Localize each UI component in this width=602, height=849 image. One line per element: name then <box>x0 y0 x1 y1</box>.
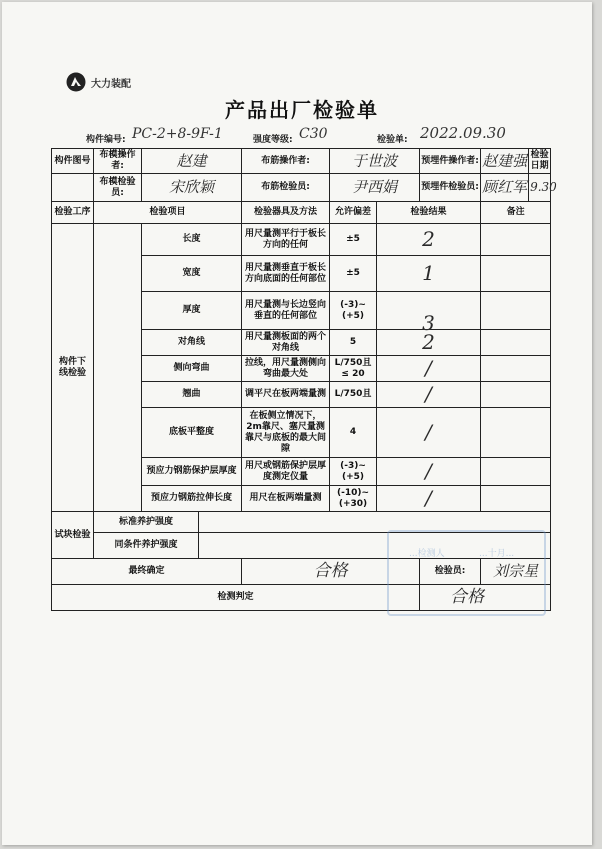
item-remark <box>481 256 551 292</box>
item-name: 对角线 <box>142 330 242 356</box>
stamp-text-left: ...检测人 <box>409 549 445 559</box>
item-method: 用尺量测与长边竖向垂直的任何部位 <box>242 292 330 330</box>
final-inspector-label: 检验员: <box>420 559 481 585</box>
embed-inspector-label: 预埋件检验员: <box>420 174 481 202</box>
mold-operator-label: 布模操作者: <box>94 149 142 174</box>
item-remark <box>481 408 551 458</box>
item-tolerance: ±5 <box>330 256 377 292</box>
rebar-operator-label: 布筋操作者: <box>242 149 330 174</box>
inspect-date-label: 检验日期 <box>529 149 551 174</box>
item-name: 侧向弯曲 <box>142 356 242 382</box>
item-method: 拉线，用尺量测侧向弯曲最大处 <box>242 356 330 382</box>
stamp-text-right: ...十月... <box>479 549 515 559</box>
item-name: 翘曲 <box>142 382 242 408</box>
item-method: 在板侧立情况下，2m靠尺、塞尺量测靠尺与底板的最大间隙 <box>242 408 330 458</box>
item-tolerance: ±5 <box>330 224 377 256</box>
component-no-value: PC-2+8-9F-1 <box>132 126 223 142</box>
item-name: 厚度 <box>142 292 242 330</box>
test-block-label: 试块检验 <box>52 512 94 559</box>
personnel-row-inspectors <box>52 174 551 202</box>
company-name: 大力装配 <box>91 78 131 90</box>
section-sub-blank <box>94 224 142 512</box>
date-label: 检验单: <box>377 135 408 145</box>
standard-cure-label: 标准养护强度 <box>94 512 199 533</box>
inspection-sheet <box>2 2 592 845</box>
col-remark-header: 备注 <box>481 202 551 224</box>
item-tolerance: (-10)~(+30) <box>330 486 377 512</box>
rebar-inspector-signature: 尹西娟 <box>330 174 420 202</box>
item-method: 调平尺在板两端量测 <box>242 382 330 408</box>
mold-inspector-signature: 宋欣颖 <box>142 174 242 202</box>
col-process-header: 检验工序 <box>52 202 94 224</box>
item-row <box>52 224 551 256</box>
item-tolerance: 5 <box>330 330 377 356</box>
document-title: 产品出厂检验单 <box>225 98 379 122</box>
faded-stamp <box>387 530 546 616</box>
item-tolerance: L/750且 <box>330 382 377 408</box>
item-method: 用尺或钢筋保护层厚度测定仪量 <box>242 458 330 486</box>
item-method: 用尺在板两端量测 <box>242 486 330 512</box>
col-tolerance-header: 允许偏差 <box>330 202 377 224</box>
company-logo-icon <box>66 72 86 92</box>
grade-label: 强度等级: <box>253 135 293 145</box>
item-name: 预应力钢筋保护层厚度 <box>142 458 242 486</box>
item-name: 预应力钢筋拉伸长度 <box>142 486 242 512</box>
item-remark <box>481 224 551 256</box>
final-label: 最终确定 <box>52 559 242 585</box>
item-name: 宽度 <box>142 256 242 292</box>
item-method: 用尺量测平行于板长方向的任何 <box>242 224 330 256</box>
item-remark <box>481 330 551 356</box>
judgement-value: 合格 <box>420 585 551 611</box>
item-method: 用尺量测垂直于板长方向底面的任何部位 <box>242 256 330 292</box>
col-result-header: 检验结果 <box>377 202 481 224</box>
item-result: / <box>377 382 481 408</box>
mold-inspector-label: 布模检验员: <box>94 174 142 202</box>
item-result: / <box>377 486 481 512</box>
col-item-header: 检验项目 <box>94 202 242 224</box>
item-result: / <box>377 408 481 458</box>
embed-operator-signature: 赵建强 <box>481 149 529 174</box>
item-remark <box>481 292 551 330</box>
item-result: 1 <box>377 256 481 292</box>
item-name: 底板平整度 <box>142 408 242 458</box>
personnel-row-operators <box>52 149 551 174</box>
col-method-header: 检验器具及方法 <box>242 202 330 224</box>
inspect-date-value: 9.30 <box>529 174 551 202</box>
company-logo <box>66 72 131 92</box>
rebar-inspector-label: 布筋检验员: <box>242 174 330 202</box>
final-value: 合格 <box>242 559 420 585</box>
item-result: 2 <box>377 224 481 256</box>
item-tolerance: 4 <box>330 408 377 458</box>
component-pic-blank <box>52 174 94 202</box>
embed-inspector-signature: 顾红军 <box>481 174 529 202</box>
item-result: 2 <box>377 330 481 356</box>
item-tolerance: (-3)~(+5) <box>330 292 377 330</box>
item-remark <box>481 382 551 408</box>
item-name: 长度 <box>142 224 242 256</box>
component-no-label: 构件编号: <box>86 135 126 145</box>
judgement-label: 检测判定 <box>52 585 420 611</box>
item-remark <box>481 356 551 382</box>
item-result: / <box>377 458 481 486</box>
component-pic-label: 构件图号 <box>52 149 94 174</box>
grade-value: C30 <box>299 126 328 142</box>
embed-operator-label: 预埋件操作者: <box>420 149 481 174</box>
column-header-row <box>52 202 551 224</box>
item-result: / <box>377 356 481 382</box>
same-cond-cure-label: 同条件养护强度 <box>94 533 199 559</box>
rebar-operator-signature: 于世波 <box>330 149 420 174</box>
item-tolerance: L/750且 ≤ 20 <box>330 356 377 382</box>
final-inspector-signature: 刘宗星 <box>481 559 551 585</box>
date-value: 2022.09.30 <box>420 124 506 142</box>
item-remark <box>481 458 551 486</box>
item-remark <box>481 486 551 512</box>
mold-operator-signature: 赵建 <box>142 149 242 174</box>
item-tolerance: (-3)~(+5) <box>330 458 377 486</box>
item-result: 3 <box>377 292 481 330</box>
item-method: 用尺量测板面的两个对角线 <box>242 330 330 356</box>
section-label: 构件下线检验 <box>52 224 94 512</box>
